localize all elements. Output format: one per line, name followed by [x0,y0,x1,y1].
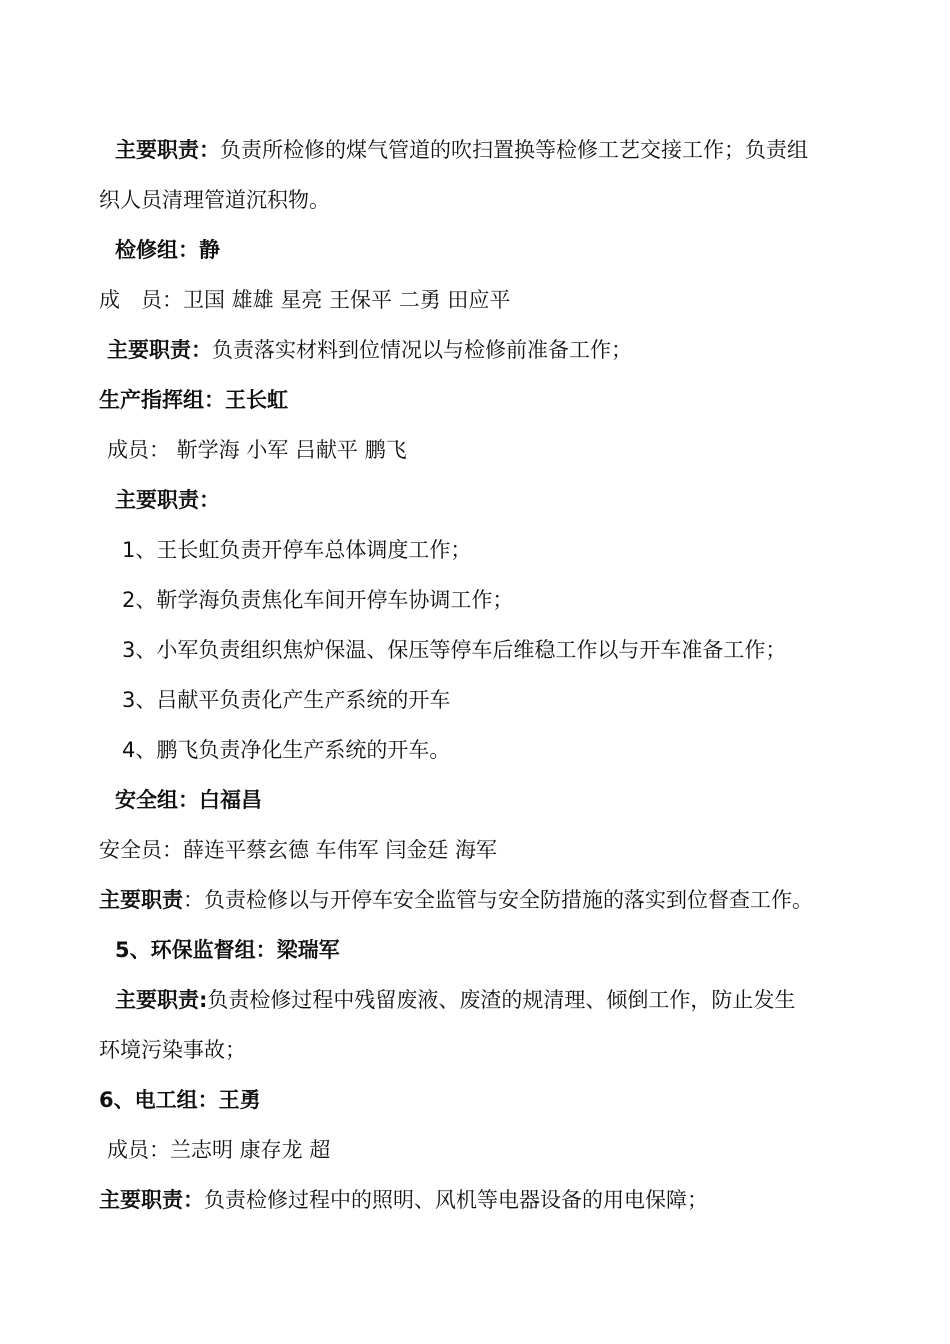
duty-maintenance [107,335,632,365]
members-text: 成员： 靳学海 小军 吕献平 鹏飞 [107,438,407,462]
duty-text: 织人员清理管道沉积物。 [99,188,330,212]
list-item [122,535,471,565]
duty-environment [115,985,795,1015]
duty-text: 负责检修过程中的照明、风机等电器设备的用电保障； [204,1188,708,1212]
group-heading-safety [115,785,262,815]
duty-text: ：负责检修以与开停车安全监管与安全防措施的落实到位督查工作。 [183,888,813,912]
list-item [122,585,513,615]
group-heading-environment [115,935,340,965]
duty-label: 主要职责： [115,488,220,512]
duty-text: 环境污染事故； [99,1038,246,1062]
members-production [107,435,407,465]
duty-label: 主要职责： [115,138,220,162]
group-heading-text: 生产指挥组：王长虹 [99,388,288,412]
members-text: 成 员：卫国 雄雄 星亮 王保平 二勇 田应平 [99,288,511,312]
group-heading-text: 安全组：白福昌 [115,788,262,812]
group-heading-maintenance [115,235,220,265]
members-text: 成员：兰志明 康存龙 超 [107,1138,331,1162]
group-heading-text: 5、环保监督组：梁瑞军 [115,938,340,962]
group-heading-text: 6、电工组：王勇 [99,1088,261,1112]
members-maintenance [99,285,510,315]
duty-safety [99,885,813,915]
list-item-text: 2、靳学海负责焦化车间开停车协调工作； [122,588,514,612]
members-electrical [107,1135,330,1165]
list-item [122,685,450,715]
duty-line-1-cont [99,185,330,215]
list-item-text: 3、吕献平负责化产生产系统的开车 [122,688,451,712]
duty-label: 主要职责： [99,1188,204,1212]
group-heading-production [99,385,288,415]
duty-label: 主要职责 [99,888,183,912]
list-item [122,635,786,665]
duty-text: 负责所检修的煤气管道的吹扫置换等检修工艺交接工作；负责组 [220,138,808,162]
duty-line-1 [115,135,808,165]
list-item-text: 3、小军负责组织焦炉保温、保压等停车后维稳工作以与开车准备工作； [122,638,787,662]
duty-label: 主要职责： [107,338,212,362]
duty-label: 主要职责: [115,988,208,1012]
list-item [122,735,450,765]
duty-electrical [99,1185,708,1215]
group-heading-electrical [99,1085,261,1115]
duty-text: 负责检修过程中残留废液、废渣的规清理、倾倒工作，防止发生 [207,988,796,1012]
list-item-text: 1、王长虹负责开停车总体调度工作； [122,538,472,562]
members-safety [99,835,497,865]
members-text: 安全员：薛连平蔡玄德 车伟军 闫金廷 海军 [99,838,498,862]
list-item-text: 4、鹏飞负责净化生产系统的开车。 [122,738,451,762]
duty-production-heading [115,485,220,515]
duty-environment-cont [99,1035,246,1065]
group-heading-text: 检修组：静 [115,238,220,262]
duty-text: 负责落实材料到位情况以与检修前准备工作； [212,338,632,362]
